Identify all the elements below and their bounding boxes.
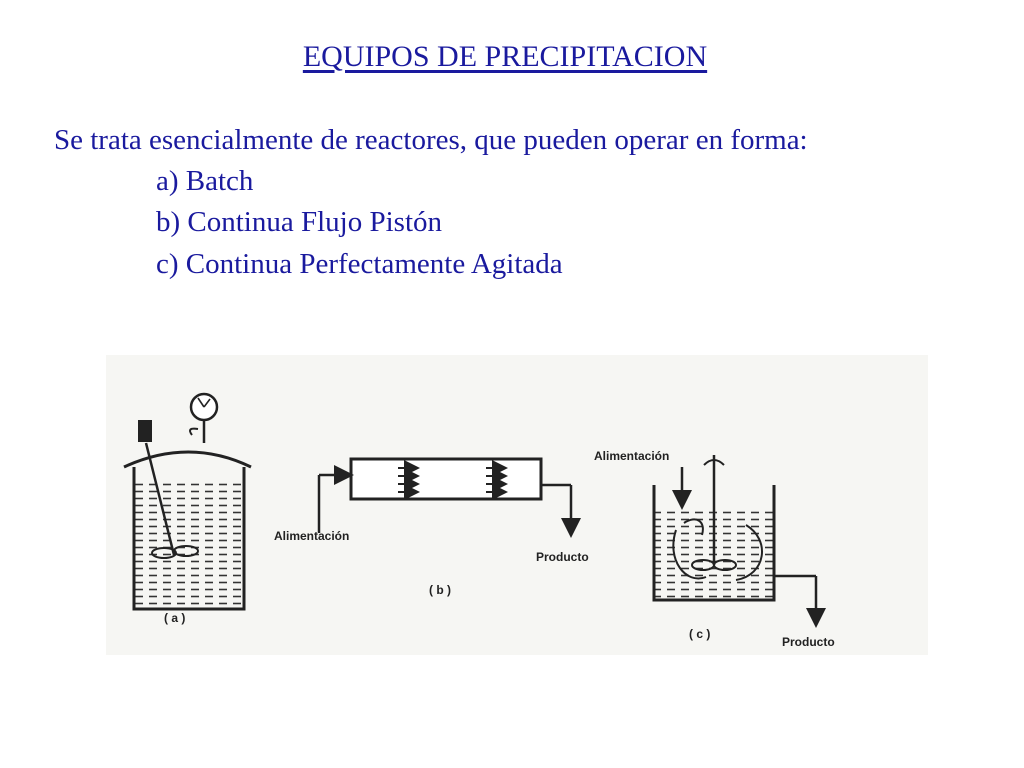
slide-title: EQUIPOS DE PRECIPITACION [302,40,708,73]
plug-flow-feed-label: Alimentación [274,529,350,543]
plug-flow-product-label: Producto [536,550,589,564]
stirred-tank-reactor [654,455,816,623]
batch-motor [138,420,152,442]
batch-valve [190,429,198,435]
stirred-product-label: Producto [782,635,835,649]
batch-reactor [124,394,251,609]
caption-c: ( c ) [689,627,711,641]
option-stirred: c) Continua Perfectamente Agitada [156,248,563,280]
intro-text: Se trata esencialmente de reactores, que pueden operar en forma: [54,124,808,156]
batch-lid [124,452,251,467]
stirred-feed-label: Alimentación [594,449,670,463]
caption-a: ( a ) [164,611,186,625]
caption-b: ( b ) [429,583,451,597]
reactor-diagram [106,355,928,655]
plug-flow-reactor [319,459,571,533]
option-batch: a) Batch [156,165,254,197]
option-plug-flow: b) Continua Flujo Pistón [156,206,443,238]
reactor-drawings [106,355,928,655]
plug-flow-tube [351,459,541,499]
